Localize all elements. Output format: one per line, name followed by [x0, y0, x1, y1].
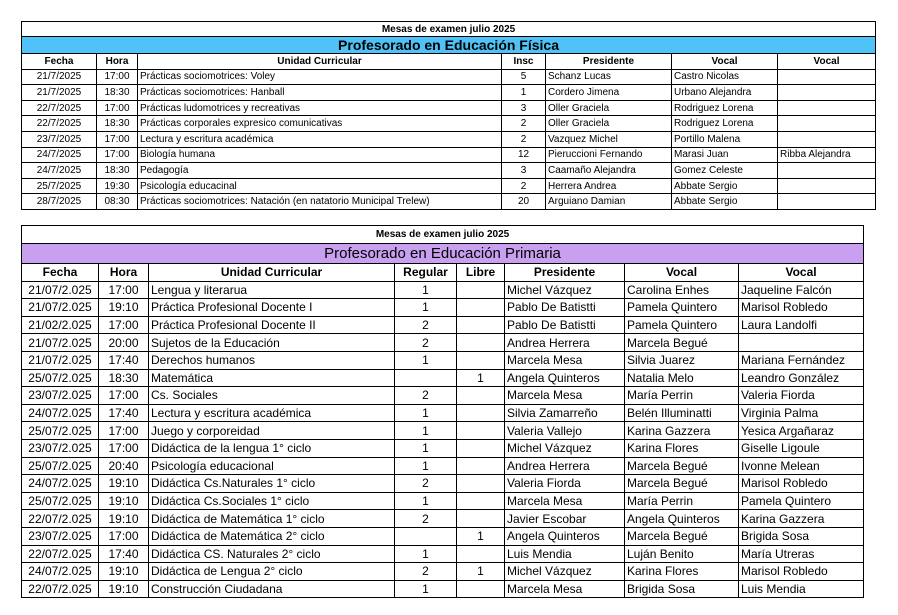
table-cell [778, 163, 876, 179]
table-cell [457, 422, 505, 440]
table-row [22, 439, 864, 457]
table-cell: Valeria Fiorda [739, 387, 864, 405]
table-cell: Biología humana [138, 147, 502, 163]
table-cell [457, 545, 505, 563]
table-cell [778, 69, 876, 85]
table-cell: 17:00 [97, 69, 138, 85]
table-cell: Oller Graciela [546, 116, 672, 132]
table-cell [457, 299, 505, 317]
table-cell: 22/7/2025 [22, 116, 97, 132]
table-cell: 25/07/2.025 [22, 457, 99, 475]
column-header: Regular [395, 264, 457, 282]
column-header: Unidad Curricular [138, 54, 502, 70]
table-row [22, 281, 864, 299]
fisica-table-title: Mesas de examen julio 2025 [22, 22, 876, 37]
table-cell: 23/07/2.025 [22, 387, 99, 405]
table-cell: 2 [395, 510, 457, 528]
table-cell: Marisol Robledo [739, 563, 864, 581]
table-cell: 18:30 [97, 116, 138, 132]
table-cell: Karina Flores [625, 563, 739, 581]
primaria-table-subtitle: Profesorado en Educación Primaria [22, 244, 864, 264]
column-header: Presidente [546, 54, 672, 70]
table-cell: Pamela Quintero [739, 492, 864, 510]
table-cell: 2 [502, 131, 546, 147]
table-cell: Belén Illuminatti [625, 404, 739, 422]
table-cell: 22/7/2025 [22, 100, 97, 116]
table-cell: Marcela Begué [625, 334, 739, 352]
table-cell [457, 281, 505, 299]
table-cell: Didáctica CS. Naturales 2° ciclo [149, 545, 395, 563]
table-cell: 19:10 [99, 510, 149, 528]
table-row [22, 131, 876, 147]
table-cell: Portillo Malena [672, 131, 778, 147]
table-row [22, 422, 864, 440]
column-header: Fecha [22, 54, 97, 70]
column-header: Insc [502, 54, 546, 70]
table-cell: 19:10 [99, 563, 149, 581]
table-row [22, 492, 864, 510]
table-cell: Angela Quinteros [625, 510, 739, 528]
table-row [22, 510, 864, 528]
table-cell: 21/07/2.025 [22, 281, 99, 299]
column-header: Presidente [505, 264, 625, 282]
table-cell: Oller Graciela [546, 100, 672, 116]
table-cell: 1 [395, 299, 457, 317]
table-cell [457, 316, 505, 334]
table-cell: Pablo De Batistti [505, 316, 625, 334]
table-cell: Pamela Quintero [625, 299, 739, 317]
table-cell: Karina Gazzera [739, 510, 864, 528]
table-cell: 1 [395, 404, 457, 422]
primaria-header-row [22, 264, 864, 282]
table-cell: 2 [395, 475, 457, 493]
table-cell: Andrea Herrera [505, 457, 625, 475]
table-cell: Marcela Mesa [505, 351, 625, 369]
table-row [22, 163, 876, 179]
table-cell [457, 457, 505, 475]
table-cell: Didáctica Cs.Naturales 1° ciclo [149, 475, 395, 493]
table-cell: 19:30 [97, 178, 138, 194]
table-row [22, 116, 876, 132]
table-cell [778, 178, 876, 194]
table-cell: 24/07/2.025 [22, 404, 99, 422]
table-cell: Práctica Profesional Docente I [149, 299, 395, 317]
table-cell: 24/07/2.025 [22, 475, 99, 493]
table-cell: Pedagogía [138, 163, 502, 179]
table-cell: Matemática [149, 369, 395, 387]
table-cell: 21/07/2.025 [22, 334, 99, 352]
table-row [22, 580, 864, 598]
table-cell: 1 [457, 563, 505, 581]
table-cell [457, 404, 505, 422]
table-cell: Psicología educacinal [138, 178, 502, 194]
table-cell: 25/07/2.025 [22, 422, 99, 440]
table-cell [457, 492, 505, 510]
table-cell: Silvia Zamarreño [505, 404, 625, 422]
table-cell: 1 [395, 580, 457, 598]
fisica-header-row [22, 54, 876, 70]
table-cell: Valeria Vallejo [505, 422, 625, 440]
table-cell [457, 475, 505, 493]
table-cell: Michel Vázquez [505, 281, 625, 299]
table-cell: 22/07/2.025 [22, 510, 99, 528]
table-cell [457, 439, 505, 457]
table-cell: Carolina Enhes [625, 281, 739, 299]
table-row [22, 387, 864, 405]
table-cell: 22/07/2.025 [22, 580, 99, 598]
table-cell: Marisol Robledo [739, 475, 864, 493]
table-cell [395, 527, 457, 545]
table-row [22, 299, 864, 317]
table-row [22, 563, 864, 581]
table-cell: 17:00 [99, 281, 149, 299]
table-cell: 17:40 [99, 351, 149, 369]
column-header: Fecha [22, 264, 99, 282]
table-row [22, 475, 864, 493]
table-cell [739, 334, 864, 352]
table-cell: 17:40 [99, 545, 149, 563]
table-cell: 17:00 [99, 387, 149, 405]
table-cell [778, 116, 876, 132]
table-cell: 20 [502, 194, 546, 210]
table-cell: Brigida Sosa [739, 527, 864, 545]
table-cell: 5 [502, 69, 546, 85]
table-cell: Luis Mendia [505, 545, 625, 563]
table-cell: 1 [395, 545, 457, 563]
table-cell: Pieruccioni Fernando [546, 147, 672, 163]
table-cell: María Perrin [625, 492, 739, 510]
table-row [22, 316, 864, 334]
table-row [22, 334, 864, 352]
table-cell: Marcela Mesa [505, 492, 625, 510]
table-cell: Sujetos de la Educación [149, 334, 395, 352]
table-cell: Castro Nicolas [672, 69, 778, 85]
table-cell: Práctica Profesional Docente II [149, 316, 395, 334]
table-cell: 1 [395, 351, 457, 369]
table-cell: Karina Gazzera [625, 422, 739, 440]
table-cell: Didáctica de Matemática 2° ciclo [149, 527, 395, 545]
table-cell: Natalia Melo [625, 369, 739, 387]
table-cell: Derechos humanos [149, 351, 395, 369]
table-cell: 23/7/2025 [22, 131, 97, 147]
table-cell [457, 510, 505, 528]
table-cell: Javier Escobar [505, 510, 625, 528]
table-row [22, 69, 876, 85]
table-cell: Lectura y escritura académica [149, 404, 395, 422]
table-cell: 23/07/2.025 [22, 439, 99, 457]
table-cell [778, 194, 876, 210]
table-cell: 25/07/2.025 [22, 492, 99, 510]
table-cell: 08:30 [97, 194, 138, 210]
table-cell: Angela Quinteros [505, 527, 625, 545]
column-header: Vocal [778, 54, 876, 70]
table-cell: Schanz Lucas [546, 69, 672, 85]
table-cell: Abbate Sergio [672, 178, 778, 194]
table-cell: Pamela Quintero [625, 316, 739, 334]
table-cell: Juego y corporeidad [149, 422, 395, 440]
table-cell: 1 [395, 439, 457, 457]
table-cell: 25/7/2025 [22, 178, 97, 194]
table-cell [457, 387, 505, 405]
table-cell: 17:00 [99, 439, 149, 457]
table-cell: Marasi Juan [672, 147, 778, 163]
column-header: Hora [97, 54, 138, 70]
table-cell: 1 [395, 281, 457, 299]
table-cell: 1 [457, 527, 505, 545]
table-cell [778, 85, 876, 101]
table-cell [395, 369, 457, 387]
table-cell: Didáctica de la lengua 1° ciclo [149, 439, 395, 457]
table-cell: María Utreras [739, 545, 864, 563]
table-cell: Luis Mendia [739, 580, 864, 598]
table-cell: Didáctica de Lengua 2° ciclo [149, 563, 395, 581]
table-cell: 1 [457, 369, 505, 387]
table-cell: Yesica Argañaraz [739, 422, 864, 440]
table-cell: 21/07/2.025 [22, 299, 99, 317]
table-row [22, 527, 864, 545]
table-cell: 1 [395, 457, 457, 475]
table-cell: Rodriguez Lorena [672, 100, 778, 116]
table-cell: 2 [395, 387, 457, 405]
table-cell: 18:30 [97, 163, 138, 179]
table-cell: Herrera Andrea [546, 178, 672, 194]
table-cell: 21/7/2025 [22, 69, 97, 85]
table-cell: Angela Quinteros [505, 369, 625, 387]
table-cell [457, 351, 505, 369]
table-cell: Prácticas sociomotrices: Natación (en natatorio Municipal Trelew) [138, 194, 502, 210]
table-cell: Vazquez Michel [546, 131, 672, 147]
table-cell: María Perrin [625, 387, 739, 405]
table-cell: Marcela Begué [625, 475, 739, 493]
table-cell: Abbate Sergio [672, 194, 778, 210]
table-row [22, 147, 876, 163]
table-cell: Giselle Ligoule [739, 439, 864, 457]
table-cell: 20:40 [99, 457, 149, 475]
table-row [22, 351, 864, 369]
table-cell: 1 [395, 492, 457, 510]
table-cell: Marcela Begué [625, 457, 739, 475]
table-cell: 3 [502, 163, 546, 179]
table-cell: Prácticas sociomotrices: Voley [138, 69, 502, 85]
table-cell: Didáctica Cs.Sociales 1° ciclo [149, 492, 395, 510]
table-cell: 19:10 [99, 580, 149, 598]
table-cell: Karina Flores [625, 439, 739, 457]
table-cell: Prácticas ludomotrices y recreativas [138, 100, 502, 116]
table-cell: 25/07/2.025 [22, 369, 99, 387]
table-cell: 17:00 [97, 147, 138, 163]
table-cell: Ribba Alejandra [778, 147, 876, 163]
table-cell: 28/7/2025 [22, 194, 97, 210]
table-cell: 17:00 [97, 131, 138, 147]
table-cell: Lectura y escritura académica [138, 131, 502, 147]
table-cell: 12 [502, 147, 546, 163]
table-row [22, 404, 864, 422]
table-cell: 20:00 [99, 334, 149, 352]
table-cell: Michel Vázquez [505, 439, 625, 457]
table-cell: 24/7/2025 [22, 163, 97, 179]
table-cell: Rodriguez Lorena [672, 116, 778, 132]
table-row [22, 100, 876, 116]
table-cell [457, 334, 505, 352]
table-row [22, 369, 864, 387]
table-cell: 24/07/2.025 [22, 563, 99, 581]
table-cell: Didáctica de Matemática 1° ciclo [149, 510, 395, 528]
table-cell: Luján Benito [625, 545, 739, 563]
table-cell: Prácticas corporales expresico comunicativas [138, 116, 502, 132]
table-cell: Lengua y literarua [149, 281, 395, 299]
table-row [22, 545, 864, 563]
table-cell: 2 [395, 563, 457, 581]
table-cell: 17:00 [99, 527, 149, 545]
table-cell: 17:00 [99, 422, 149, 440]
table-cell: Marisol Robledo [739, 299, 864, 317]
table-cell: 2 [502, 178, 546, 194]
table-cell: 1 [395, 422, 457, 440]
table-cell: Laura Landolfi [739, 316, 864, 334]
table-cell: Mariana Fernández [739, 351, 864, 369]
table-cell: 17:00 [97, 100, 138, 116]
table-cell: 21/7/2025 [22, 85, 97, 101]
table-cell: 19:10 [99, 475, 149, 493]
table-cell: Arguiano Damian [546, 194, 672, 210]
table-cell: 3 [502, 100, 546, 116]
table-cell: Cordero Jimena [546, 85, 672, 101]
table-cell: 2 [395, 316, 457, 334]
column-header: Vocal [672, 54, 778, 70]
table-row [22, 194, 876, 210]
table-cell: Urbano Alejandra [672, 85, 778, 101]
table-cell: Pablo De Batistti [505, 299, 625, 317]
table-cell: Valeria Fiorda [505, 475, 625, 493]
column-header: Libre [457, 264, 505, 282]
primaria-exam-table [21, 225, 864, 598]
table-cell: Cs. Sociales [149, 387, 395, 405]
column-header: Vocal [625, 264, 739, 282]
table-cell: 19:10 [99, 299, 149, 317]
table-cell: Gomez Celeste [672, 163, 778, 179]
table-cell: 22/07/2.025 [22, 545, 99, 563]
table-cell: Marcela Mesa [505, 387, 625, 405]
table-cell [778, 131, 876, 147]
table-cell: 21/02/2.025 [22, 316, 99, 334]
table-row [22, 178, 876, 194]
table-row [22, 457, 864, 475]
table-cell: Michel Vázquez [505, 563, 625, 581]
primaria-table-title: Mesas de examen julio 2025 [22, 226, 864, 244]
table-cell [457, 580, 505, 598]
table-cell: 2 [395, 334, 457, 352]
table-cell: Prácticas sociomotrices: Hanball [138, 85, 502, 101]
table-cell: 18:30 [97, 85, 138, 101]
table-cell: Caamaño Alejandra [546, 163, 672, 179]
table-row [22, 85, 876, 101]
table-cell: 23/07/2.025 [22, 527, 99, 545]
table-cell: 21/07/2.025 [22, 351, 99, 369]
fisica-table-subtitle: Profesorado en Educación Física [22, 37, 876, 54]
table-cell: 18:30 [99, 369, 149, 387]
table-cell: Andrea Herrera [505, 334, 625, 352]
table-cell: Ivonne Melean [739, 457, 864, 475]
column-header: Hora [99, 264, 149, 282]
table-cell: Psicología educacional [149, 457, 395, 475]
table-cell: Marcela Mesa [505, 580, 625, 598]
table-cell: Virginia Palma [739, 404, 864, 422]
column-header: Unidad Curricular [149, 264, 395, 282]
table-cell: 17:40 [99, 404, 149, 422]
column-header: Vocal [739, 264, 864, 282]
table-cell: 17:00 [99, 316, 149, 334]
table-cell: Construcción Ciudadana [149, 580, 395, 598]
fisica-exam-table [21, 21, 876, 210]
table-cell: Leandro González [739, 369, 864, 387]
table-cell: 19:10 [99, 492, 149, 510]
table-cell: 2 [502, 116, 546, 132]
table-cell: Brigida Sosa [625, 580, 739, 598]
table-cell: Marcela Begué [625, 527, 739, 545]
table-cell: Silvia Juarez [625, 351, 739, 369]
table-cell: Jaqueline Falcón [739, 281, 864, 299]
table-cell: 1 [502, 85, 546, 101]
table-cell [778, 100, 876, 116]
table-cell: 24/7/2025 [22, 147, 97, 163]
